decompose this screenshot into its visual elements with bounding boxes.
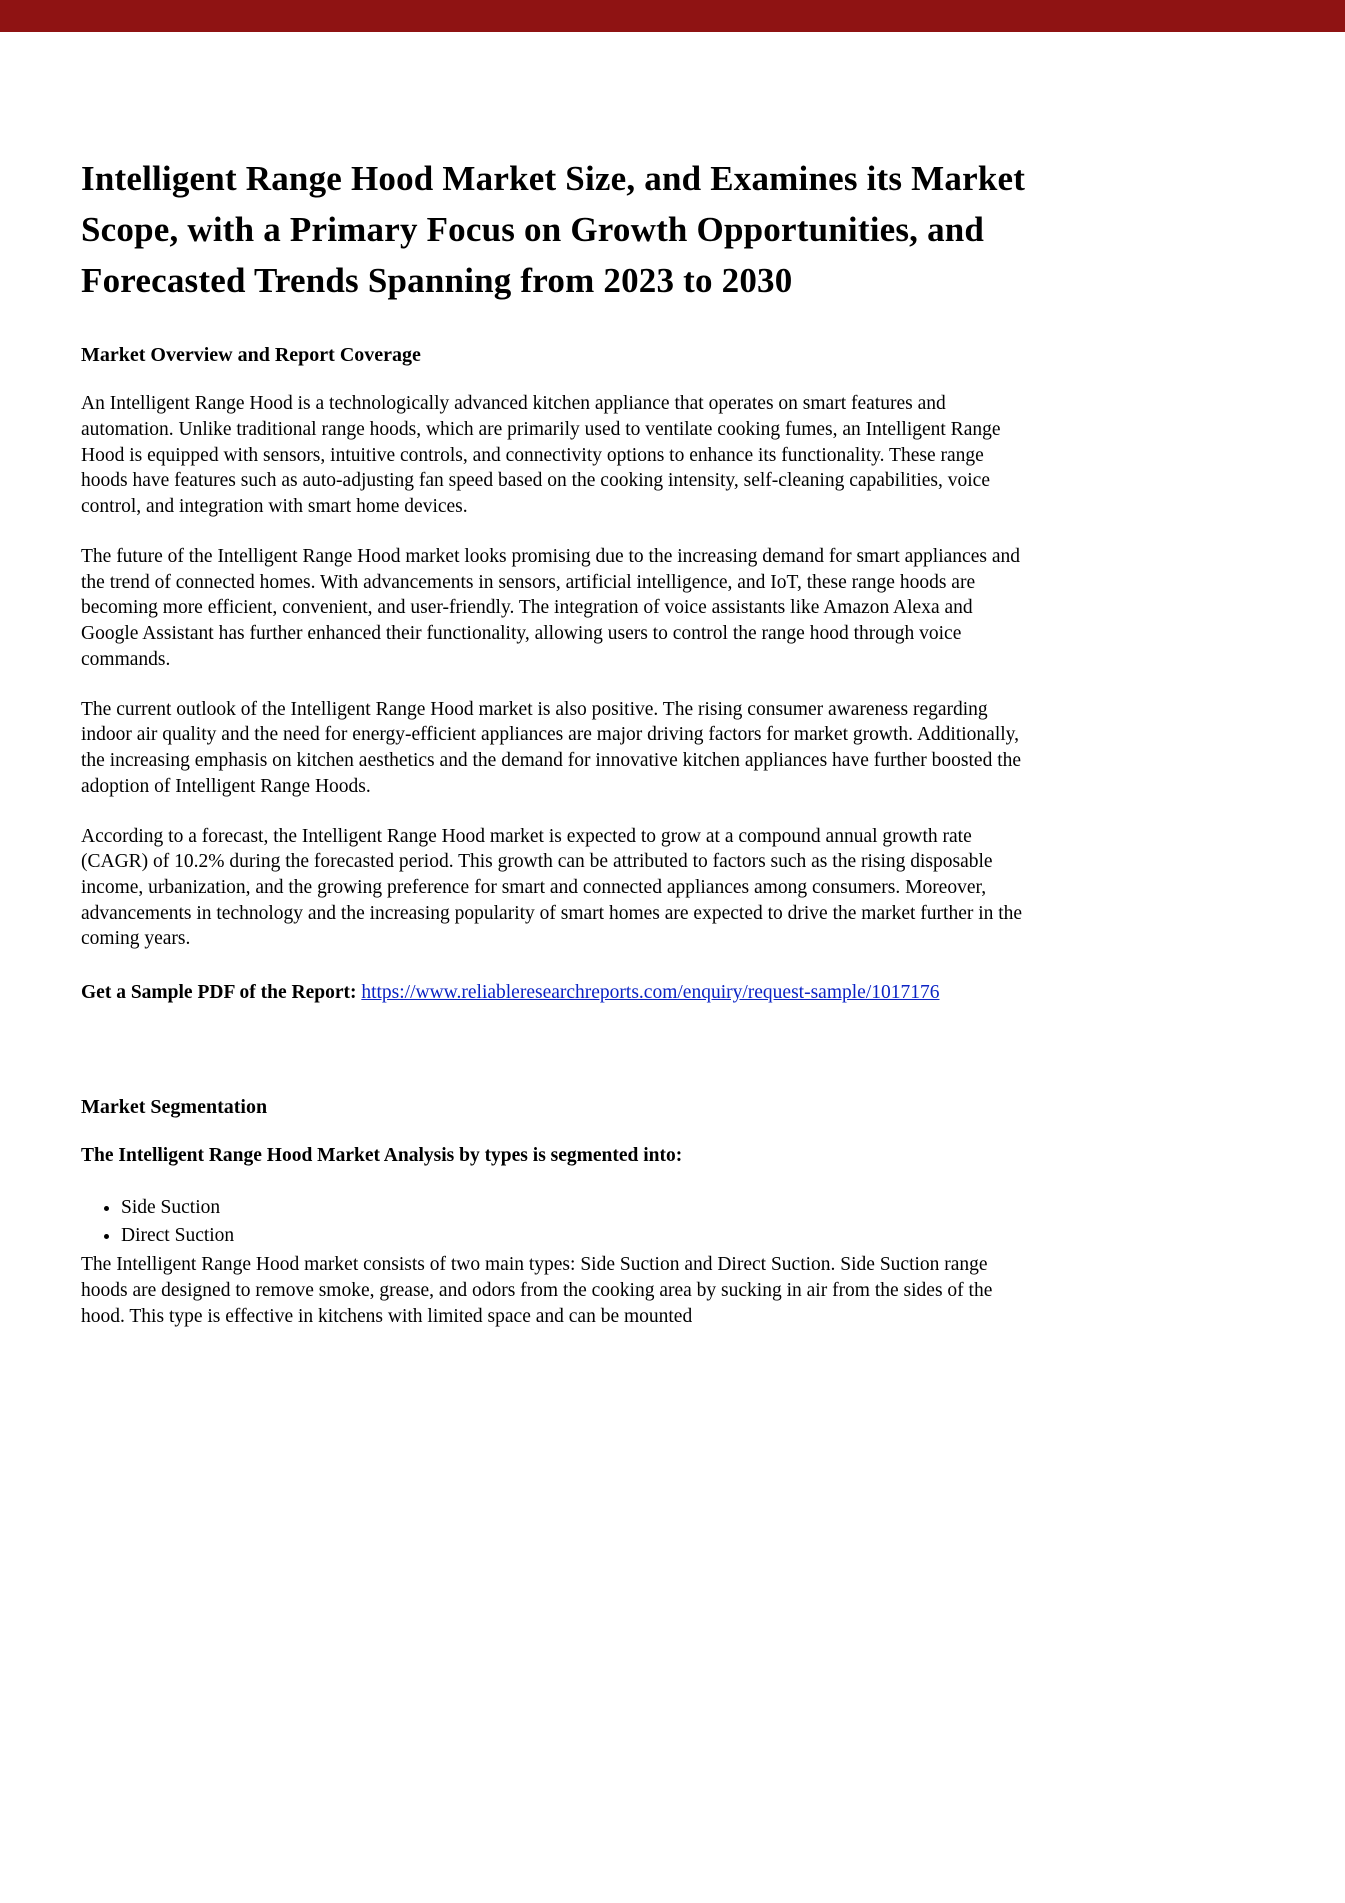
overview-paragraph-4: According to a forecast, the Intelligent Range Hood market is expected to grow at a compound annual growth rate (CAGR) of 10.2% during the forecasted period. This growth can be attributed to factors such as the rising disposable income, urbanization, and the growing preference for smart and connected appliances among consumers. Moreover, advancements in technology and the increasing popularity of smart homes are expected to drive the market further in the coming years. <box>81 825 1023 950</box>
segmentation-heading: Market Segmentation <box>81 1095 268 1118</box>
segmentation-type-list <box>103 1195 1031 1249</box>
overview-paragraph-3: The current outlook of the Intelligent Range Hood market is also positive. The rising consumer awareness regarding indoor air quality and the need for energy-efficient appliances are major driving factors for market growth. Additionally, the increasing emphasis on kitchen aesthetics and the demand for innovative kitchen appliances have further boosted the adoption of Intelligent Range Hoods. <box>81 698 1022 797</box>
segmentation-intro-line: The Intelligent Range Hood Market Analysis by types is segmented into: <box>81 1144 683 1166</box>
segmentation-description-paragraph: The Intelligent Range Hood market consists of two main types: Side Suction and Direct Suction. Side Suction range hoods are designed to remove smoke, grease, and odors from the cooking area by sucking in air from the sides of the hood. This type is effective in kitchens with limited space and can be mounted <box>81 1254 993 1327</box>
report-page <box>81 32 1031 1329</box>
list-item-direct-suction: • Direct Suction <box>121 1223 1031 1249</box>
sample-report-link[interactable]: https://www.reliableresearchreports.com/enquiry/request-sample/1017176 <box>361 982 940 1004</box>
segmentation-section <box>81 1096 1031 1249</box>
sample-report-line <box>81 980 1031 1006</box>
page-title: Intelligent Range Hood Market Size, and Examines its Market Scope, with a Primary Focus on Growth Opportunities, and Forecasted Trends Spanning from 2023 to 2030 <box>81 159 1026 300</box>
top-banner <box>0 0 1345 32</box>
list-item-side-suction: • Side Suction <box>121 1195 1031 1221</box>
overview-paragraph-1: An Intelligent Range Hood is a technologically advanced kitchen appliance that operates on smart features and automation. Unlike traditional range hoods, which are primarily used to ventilate cooking fumes, an Intelligent Range Hood is equipped with sensors, intuitive controls, and connectivity options to enhance its functionality. These range hoods have features such as auto-adjusting fan speed based on the cooking intensity, self-cleaning capabilities, voice control, and integration with smart home devices. <box>81 393 1001 518</box>
overview-paragraph-2: The future of the Intelligent Range Hood market looks promising due to the increasing demand for smart appliances and the trend of connected homes. With advancements in sensors, artificial intelligence, and IoT, these range hoods are becoming more efficient, convenient, and user-friendly. The integration of voice assistants like Amazon Alexa and Google Assistant has further enhanced their functionality, allowing users to control the range hood through voice commands. <box>81 545 1020 670</box>
sample-report-label: Get a Sample PDF of the Report: <box>81 982 357 1004</box>
overview-heading: Market Overview and Report Coverage <box>81 344 421 367</box>
